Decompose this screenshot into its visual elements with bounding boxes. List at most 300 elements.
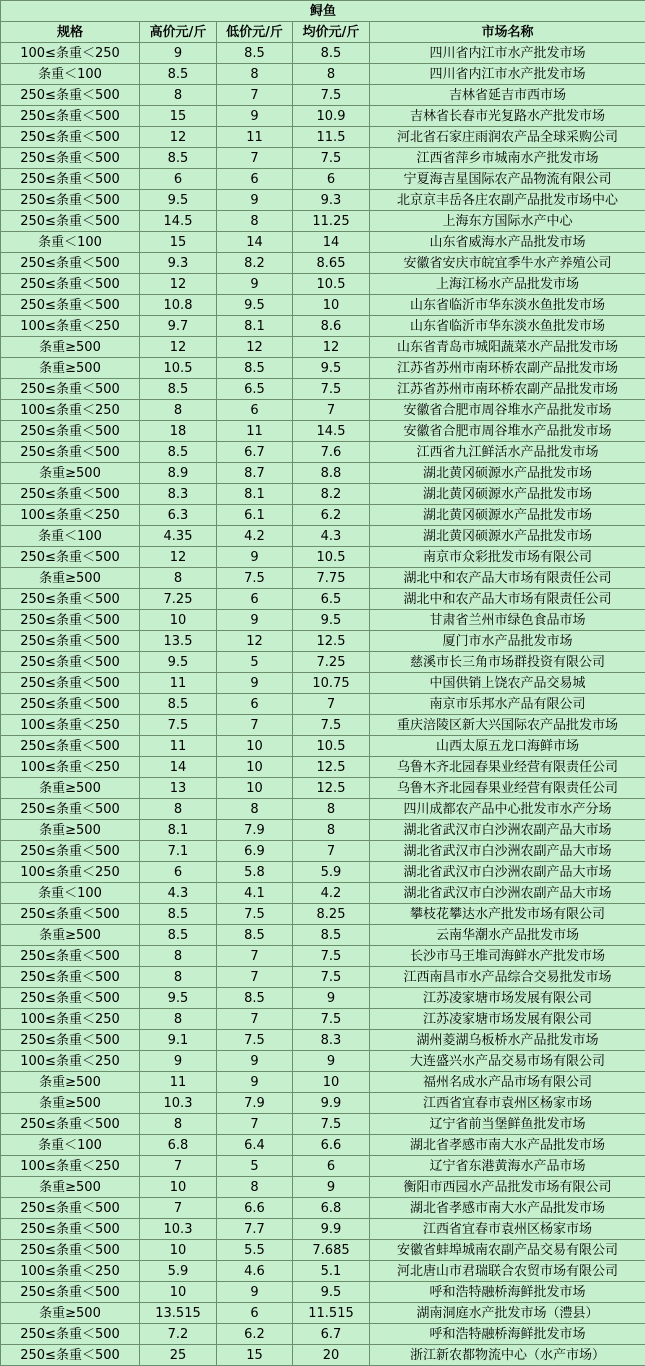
cell-low-price: 9	[217, 1072, 293, 1093]
cell-high-price: 7.25	[140, 589, 217, 610]
cell-avg-price: 12.5	[293, 757, 370, 778]
cell-spec: 100≤条重＜250	[1, 715, 140, 736]
cell-avg-price: 7.5	[293, 946, 370, 967]
cell-avg-price: 12.5	[293, 778, 370, 799]
cell-high-price: 8	[140, 1009, 217, 1030]
cell-avg-price: 6.8	[293, 1198, 370, 1219]
table-row	[1, 799, 645, 820]
cell-low-price: 9	[217, 673, 293, 694]
table-row	[1, 778, 645, 799]
table-row	[1, 1072, 645, 1093]
cell-spec: 250≤条重＜500	[1, 694, 140, 715]
cell-market-name: 湖北中和农产品大市场有限责任公司	[370, 568, 645, 589]
table-row	[1, 358, 645, 379]
cell-low-price: 9	[217, 190, 293, 211]
cell-high-price: 5.9	[140, 1261, 217, 1282]
cell-spec: 250≤条重＜500	[1, 442, 140, 463]
table-row	[1, 1114, 645, 1135]
cell-market-name: 湖北省武汉市白沙洲农副产品大市场	[370, 820, 645, 841]
cell-spec: 条重≥500	[1, 1093, 140, 1114]
cell-market-name: 衡阳市西园水产品批发市场有限公司	[370, 1177, 645, 1198]
cell-high-price: 4.35	[140, 526, 217, 547]
cell-spec: 250≤条重＜500	[1, 547, 140, 568]
cell-avg-price: 9.5	[293, 358, 370, 379]
cell-avg-price: 7.5	[293, 967, 370, 988]
cell-high-price: 4.3	[140, 883, 217, 904]
cell-avg-price: 9.9	[293, 1219, 370, 1240]
cell-high-price: 12	[140, 337, 217, 358]
cell-high-price: 25	[140, 1345, 217, 1366]
cell-high-price: 18	[140, 421, 217, 442]
cell-high-price: 9.5	[140, 652, 217, 673]
cell-high-price: 8	[140, 85, 217, 106]
cell-avg-price: 10	[293, 295, 370, 316]
cell-spec: 250≤条重＜500	[1, 127, 140, 148]
cell-high-price: 8.5	[140, 442, 217, 463]
cell-low-price: 9	[217, 610, 293, 631]
title-row	[1, 1, 645, 22]
cell-market-name: 四川省内江市水产批发市场	[370, 64, 645, 85]
cell-avg-price: 8.25	[293, 904, 370, 925]
cell-spec: 250≤条重＜500	[1, 1345, 140, 1366]
cell-spec: 250≤条重＜500	[1, 967, 140, 988]
cell-avg-price: 5.9	[293, 862, 370, 883]
cell-avg-price: 10.5	[293, 736, 370, 757]
table-row	[1, 379, 645, 400]
cell-low-price: 8	[217, 1177, 293, 1198]
table-row	[1, 295, 645, 316]
header-spec: 规格	[1, 22, 140, 43]
cell-high-price: 7.5	[140, 715, 217, 736]
cell-market-name: 吉林省长春市光复路水产批发市场	[370, 106, 645, 127]
cell-high-price: 13.515	[140, 1303, 217, 1324]
cell-market-name: 江西省宜春市袁州区杨家市场	[370, 1219, 645, 1240]
cell-low-price: 7.7	[217, 1219, 293, 1240]
cell-high-price: 9.7	[140, 316, 217, 337]
cell-low-price: 8.1	[217, 316, 293, 337]
cell-spec: 250≤条重＜500	[1, 85, 140, 106]
table-row	[1, 1009, 645, 1030]
cell-market-name: 浙江新农都物流中心（水产市场）	[370, 1345, 645, 1366]
cell-low-price: 10	[217, 736, 293, 757]
cell-high-price: 9.1	[140, 1030, 217, 1051]
cell-avg-price: 8	[293, 64, 370, 85]
cell-high-price: 10.3	[140, 1093, 217, 1114]
cell-high-price: 6	[140, 862, 217, 883]
cell-high-price: 13.5	[140, 631, 217, 652]
cell-spec: 250≤条重＜500	[1, 736, 140, 757]
cell-avg-price: 8	[293, 799, 370, 820]
cell-spec: 250≤条重＜500	[1, 211, 140, 232]
cell-low-price: 7.5	[217, 568, 293, 589]
cell-spec: 条重＜100	[1, 526, 140, 547]
cell-avg-price: 7.5	[293, 1009, 370, 1030]
cell-market-name: 河北省石家庄雨润农产品全球采购公司	[370, 127, 645, 148]
cell-high-price: 13	[140, 778, 217, 799]
cell-spec: 100≤条重＜250	[1, 316, 140, 337]
cell-avg-price: 8.5	[293, 925, 370, 946]
table-row	[1, 400, 645, 421]
table-row	[1, 715, 645, 736]
table-row	[1, 1240, 645, 1261]
table-row	[1, 148, 645, 169]
cell-low-price: 8	[217, 64, 293, 85]
cell-high-price: 9.5	[140, 190, 217, 211]
cell-market-name: 中国供销上饶农产品交易城	[370, 673, 645, 694]
cell-high-price: 8.3	[140, 484, 217, 505]
cell-spec: 250≤条重＜500	[1, 169, 140, 190]
cell-spec: 条重≥500	[1, 1072, 140, 1093]
table-row	[1, 1177, 645, 1198]
cell-high-price: 6	[140, 169, 217, 190]
cell-market-name: 乌鲁木齐北园春果业经营有限责任公司	[370, 778, 645, 799]
cell-avg-price: 7.6	[293, 442, 370, 463]
table-row	[1, 169, 645, 190]
cell-low-price: 15	[217, 1345, 293, 1366]
table-row	[1, 547, 645, 568]
table-row	[1, 1156, 645, 1177]
table-row	[1, 127, 645, 148]
table-row	[1, 589, 645, 610]
cell-spec: 100≤条重＜250	[1, 1009, 140, 1030]
cell-high-price: 15	[140, 106, 217, 127]
cell-avg-price: 7	[293, 841, 370, 862]
table-row	[1, 190, 645, 211]
cell-spec: 250≤条重＜500	[1, 421, 140, 442]
cell-market-name: 湖北省武汉市白沙洲农副产品大市场	[370, 883, 645, 904]
cell-avg-price: 9	[293, 988, 370, 1009]
cell-avg-price: 10	[293, 1072, 370, 1093]
cell-high-price: 9	[140, 1051, 217, 1072]
cell-low-price: 12	[217, 631, 293, 652]
cell-low-price: 8.5	[217, 925, 293, 946]
table-row	[1, 253, 645, 274]
cell-low-price: 10	[217, 778, 293, 799]
table-row	[1, 1345, 645, 1366]
cell-market-name: 重庆涪陵区新大兴国际农产品批发市场	[370, 715, 645, 736]
cell-low-price: 4.2	[217, 526, 293, 547]
cell-avg-price: 6	[293, 1156, 370, 1177]
cell-spec: 条重＜100	[1, 883, 140, 904]
cell-low-price: 5	[217, 1156, 293, 1177]
cell-spec: 条重≥500	[1, 1303, 140, 1324]
table-body	[1, 43, 645, 1366]
cell-high-price: 9.3	[140, 253, 217, 274]
cell-low-price: 7	[217, 967, 293, 988]
cell-high-price: 8	[140, 400, 217, 421]
cell-high-price: 12	[140, 127, 217, 148]
cell-high-price: 7	[140, 1198, 217, 1219]
cell-market-name: 江西省宜春市袁州区杨家市场	[370, 1093, 645, 1114]
cell-low-price: 5.5	[217, 1240, 293, 1261]
cell-low-price: 7	[217, 148, 293, 169]
table-row	[1, 316, 645, 337]
cell-avg-price: 8.2	[293, 484, 370, 505]
cell-market-name: 宁夏海吉星国际农产品物流有限公司	[370, 169, 645, 190]
cell-avg-price: 7.5	[293, 148, 370, 169]
cell-avg-price: 7.75	[293, 568, 370, 589]
cell-avg-price: 11.515	[293, 1303, 370, 1324]
cell-spec: 250≤条重＜500	[1, 484, 140, 505]
cell-market-name: 湖北省武汉市白沙洲农副产品大市场	[370, 841, 645, 862]
cell-low-price: 12	[217, 337, 293, 358]
cell-market-name: 安徽省蚌埠城南农副产品交易有限公司	[370, 1240, 645, 1261]
cell-market-name: 江苏省苏州市南环桥农副产品批发市场	[370, 379, 645, 400]
table-row	[1, 736, 645, 757]
cell-high-price: 8.5	[140, 64, 217, 85]
header-avg-price: 均价元/斤	[293, 22, 370, 43]
table-row	[1, 64, 645, 85]
cell-avg-price: 7.5	[293, 715, 370, 736]
cell-market-name: 云南华潮水产品批发市场	[370, 925, 645, 946]
cell-spec: 250≤条重＜500	[1, 631, 140, 652]
table-row	[1, 274, 645, 295]
cell-low-price: 11	[217, 127, 293, 148]
cell-high-price: 8.5	[140, 148, 217, 169]
table-row	[1, 820, 645, 841]
cell-spec: 100≤条重＜250	[1, 400, 140, 421]
table-row	[1, 988, 645, 1009]
cell-spec: 250≤条重＜500	[1, 652, 140, 673]
cell-high-price: 10	[140, 1282, 217, 1303]
table-row	[1, 442, 645, 463]
cell-market-name: 江西南昌市水产品综合交易批发市场	[370, 967, 645, 988]
table-row	[1, 946, 645, 967]
cell-high-price: 10.3	[140, 1219, 217, 1240]
cell-low-price: 9	[217, 274, 293, 295]
cell-low-price: 6.7	[217, 442, 293, 463]
cell-market-name: 长沙市马王堆司海鲜水产批发市场	[370, 946, 645, 967]
cell-high-price: 7	[140, 1156, 217, 1177]
table-row	[1, 694, 645, 715]
cell-high-price: 11	[140, 1072, 217, 1093]
cell-high-price: 10	[140, 1240, 217, 1261]
cell-high-price: 12	[140, 274, 217, 295]
table-row	[1, 232, 645, 253]
cell-market-name: 慈溪市长三角市场群投资有限公司	[370, 652, 645, 673]
cell-avg-price: 8.8	[293, 463, 370, 484]
cell-spec: 250≤条重＜500	[1, 988, 140, 1009]
cell-spec: 250≤条重＜500	[1, 841, 140, 862]
cell-high-price: 10	[140, 610, 217, 631]
cell-avg-price: 12	[293, 337, 370, 358]
cell-low-price: 8.5	[217, 43, 293, 64]
table-row	[1, 1135, 645, 1156]
cell-high-price: 8.1	[140, 820, 217, 841]
cell-avg-price: 7	[293, 694, 370, 715]
cell-avg-price: 8.65	[293, 253, 370, 274]
cell-low-price: 7	[217, 85, 293, 106]
cell-spec: 250≤条重＜500	[1, 946, 140, 967]
table-row	[1, 484, 645, 505]
cell-low-price: 9	[217, 106, 293, 127]
cell-high-price: 15	[140, 232, 217, 253]
cell-avg-price: 5.1	[293, 1261, 370, 1282]
cell-spec: 条重＜100	[1, 232, 140, 253]
cell-spec: 条重≥500	[1, 778, 140, 799]
cell-avg-price: 20	[293, 1345, 370, 1366]
cell-spec: 250≤条重＜500	[1, 379, 140, 400]
cell-high-price: 8.9	[140, 463, 217, 484]
cell-market-name: 江苏凌家塘市场发展有限公司	[370, 988, 645, 1009]
cell-market-name: 湖北黄冈硕源水产品批发市场	[370, 505, 645, 526]
cell-market-name: 湖北省武汉市白沙洲农副产品大市场	[370, 862, 645, 883]
cell-low-price: 6	[217, 169, 293, 190]
cell-spec: 250≤条重＜500	[1, 1240, 140, 1261]
cell-low-price: 7.5	[217, 1030, 293, 1051]
cell-spec: 250≤条重＜500	[1, 1030, 140, 1051]
cell-spec: 250≤条重＜500	[1, 1198, 140, 1219]
cell-low-price: 7.9	[217, 820, 293, 841]
cell-market-name: 四川省内江市水产批发市场	[370, 43, 645, 64]
table-row	[1, 610, 645, 631]
cell-low-price: 6	[217, 589, 293, 610]
cell-avg-price: 6	[293, 169, 370, 190]
cell-high-price: 8.5	[140, 904, 217, 925]
cell-market-name: 山东省威海水产品批发市场	[370, 232, 645, 253]
cell-spec: 100≤条重＜250	[1, 757, 140, 778]
cell-low-price: 7	[217, 1009, 293, 1030]
cell-low-price: 9.5	[217, 295, 293, 316]
cell-avg-price: 4.2	[293, 883, 370, 904]
cell-low-price: 7	[217, 715, 293, 736]
table-row	[1, 211, 645, 232]
cell-market-name: 福州名成水产品市场有限公司	[370, 1072, 645, 1093]
cell-spec: 250≤条重＜500	[1, 1324, 140, 1345]
cell-spec: 100≤条重＜250	[1, 1156, 140, 1177]
cell-low-price: 8	[217, 211, 293, 232]
cell-spec: 100≤条重＜250	[1, 862, 140, 883]
cell-high-price: 6.8	[140, 1135, 217, 1156]
cell-spec: 条重≥500	[1, 925, 140, 946]
cell-low-price: 9	[217, 1282, 293, 1303]
table-row	[1, 1324, 645, 1345]
table-row	[1, 673, 645, 694]
table-row	[1, 106, 645, 127]
table-row	[1, 757, 645, 778]
table-row	[1, 883, 645, 904]
cell-market-name: 山东省青岛市城阳蔬菜水产品批发市场	[370, 337, 645, 358]
cell-market-name: 厦门市水产品批发市场	[370, 631, 645, 652]
cell-avg-price: 4.3	[293, 526, 370, 547]
header-row	[1, 22, 645, 43]
table-row	[1, 1198, 645, 1219]
table-row	[1, 1261, 645, 1282]
cell-low-price: 7	[217, 1114, 293, 1135]
cell-low-price: 8.5	[217, 358, 293, 379]
cell-high-price: 10.5	[140, 358, 217, 379]
table-row	[1, 1282, 645, 1303]
cell-high-price: 8.5	[140, 925, 217, 946]
cell-market-name: 呼和浩特融桥海鲜批发市场	[370, 1324, 645, 1345]
cell-market-name: 攀枝花攀达水产批发市场有限公司	[370, 904, 645, 925]
cell-market-name: 江苏省苏州市南环桥农副产品批发市场	[370, 358, 645, 379]
cell-market-name: 河北唐山市君瑞联合农贸市场有限公司	[370, 1261, 645, 1282]
cell-spec: 条重＜100	[1, 64, 140, 85]
cell-high-price: 9	[140, 43, 217, 64]
cell-spec: 条重≥500	[1, 337, 140, 358]
cell-high-price: 8	[140, 1114, 217, 1135]
cell-market-name: 江西省萍乡市城南水产批发市场	[370, 148, 645, 169]
cell-high-price: 12	[140, 547, 217, 568]
cell-market-name: 山西太原五龙口海鲜市场	[370, 736, 645, 757]
cell-avg-price: 14.5	[293, 421, 370, 442]
cell-spec: 100≤条重＜250	[1, 1051, 140, 1072]
cell-spec: 条重≥500	[1, 820, 140, 841]
cell-low-price: 5	[217, 652, 293, 673]
cell-low-price: 5.8	[217, 862, 293, 883]
cell-avg-price: 7.25	[293, 652, 370, 673]
cell-avg-price: 8.5	[293, 43, 370, 64]
cell-high-price: 8	[140, 799, 217, 820]
cell-market-name: 山东省临沂市华东淡水鱼批发市场	[370, 316, 645, 337]
cell-spec: 250≤条重＜500	[1, 673, 140, 694]
cell-market-name: 山东省临沂市华东淡水鱼批发市场	[370, 295, 645, 316]
table-row	[1, 1093, 645, 1114]
table-row	[1, 652, 645, 673]
table-row	[1, 841, 645, 862]
cell-market-name: 乌鲁木齐北园春果业经营有限责任公司	[370, 757, 645, 778]
cell-spec: 250≤条重＜500	[1, 1282, 140, 1303]
cell-market-name: 辽宁省东港黄海水产品市场	[370, 1156, 645, 1177]
table-row	[1, 904, 645, 925]
cell-avg-price: 6.6	[293, 1135, 370, 1156]
cell-avg-price: 7.5	[293, 85, 370, 106]
cell-low-price: 7.5	[217, 904, 293, 925]
cell-high-price: 11	[140, 736, 217, 757]
table-row	[1, 967, 645, 988]
cell-high-price: 10.8	[140, 295, 217, 316]
cell-spec: 条重≥500	[1, 1177, 140, 1198]
cell-avg-price: 10.5	[293, 274, 370, 295]
cell-low-price: 14	[217, 232, 293, 253]
table-row	[1, 43, 645, 64]
table-row	[1, 463, 645, 484]
cell-low-price: 4.6	[217, 1261, 293, 1282]
cell-spec: 条重≥500	[1, 568, 140, 589]
cell-low-price: 8	[217, 799, 293, 820]
cell-market-name: 江西省九江鲜活水产品批发市场	[370, 442, 645, 463]
cell-spec: 250≤条重＜500	[1, 1219, 140, 1240]
cell-low-price: 6.1	[217, 505, 293, 526]
table-row	[1, 862, 645, 883]
cell-spec: 250≤条重＜500	[1, 1114, 140, 1135]
cell-market-name: 湖北省孝感市南大水产品批发市场	[370, 1135, 645, 1156]
cell-avg-price: 10.5	[293, 547, 370, 568]
cell-market-name: 湖州菱湖乌板桥水产品批发市场	[370, 1030, 645, 1051]
cell-spec: 250≤条重＜500	[1, 274, 140, 295]
cell-spec: 100≤条重＜250	[1, 43, 140, 64]
cell-market-name: 湖北省孝感市南大水产品批发市场	[370, 1198, 645, 1219]
cell-avg-price: 8	[293, 820, 370, 841]
cell-high-price: 11	[140, 673, 217, 694]
cell-market-name: 四川成都农产品中心批发市水产分场	[370, 799, 645, 820]
cell-low-price: 6.5	[217, 379, 293, 400]
cell-low-price: 6	[217, 694, 293, 715]
cell-avg-price: 8.3	[293, 1030, 370, 1051]
cell-spec: 250≤条重＜500	[1, 190, 140, 211]
cell-low-price: 11	[217, 421, 293, 442]
cell-high-price: 10	[140, 1177, 217, 1198]
cell-high-price: 7.2	[140, 1324, 217, 1345]
cell-avg-price: 9	[293, 1051, 370, 1072]
cell-high-price: 8.5	[140, 379, 217, 400]
cell-low-price: 9	[217, 547, 293, 568]
cell-low-price: 7	[217, 946, 293, 967]
cell-spec: 条重＜100	[1, 1135, 140, 1156]
header-market-name: 市场名称	[370, 22, 645, 43]
table-row	[1, 505, 645, 526]
